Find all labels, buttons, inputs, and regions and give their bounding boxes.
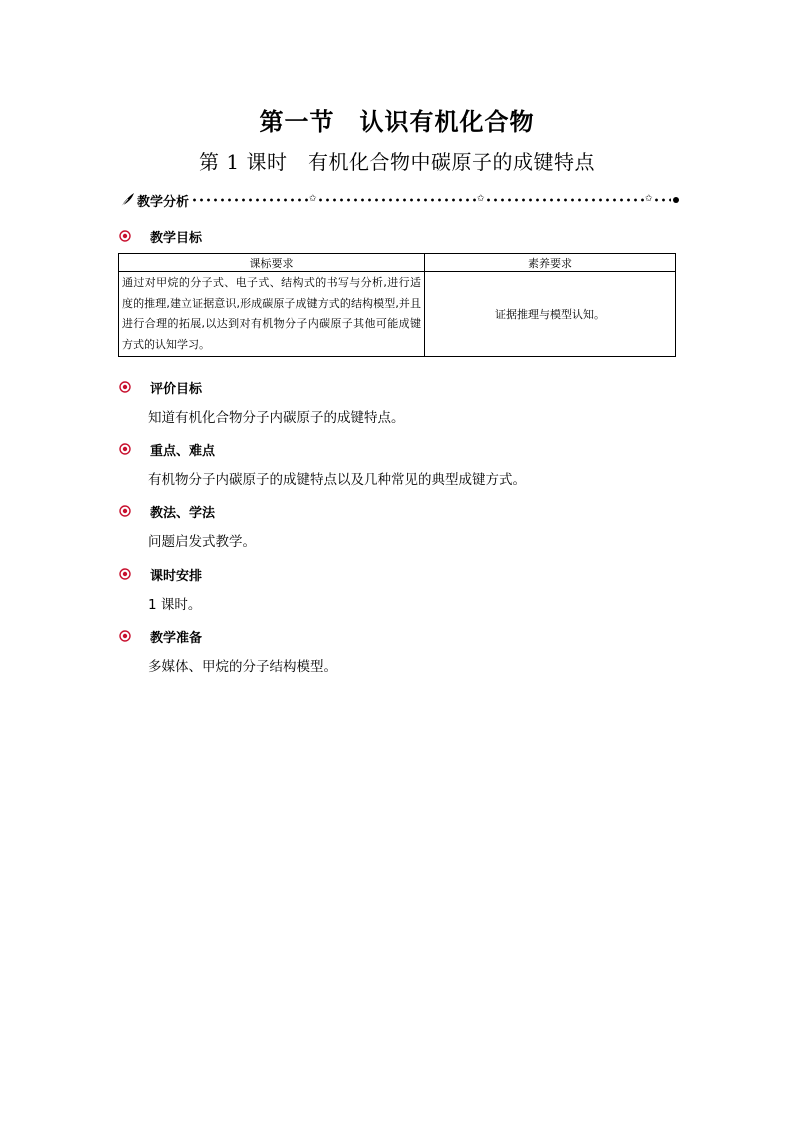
target-bullet-icon: [119, 568, 131, 580]
star-icon: ✩: [309, 191, 317, 207]
target-bullet-icon: [119, 230, 131, 242]
page-title: 第一节 认识有机化合物: [259, 107, 535, 136]
section-body: 多媒体、甲烷的分子结构模型。: [148, 659, 337, 675]
dotted-rule: [191, 196, 671, 204]
end-dot: [673, 197, 679, 203]
section-key-points: [119, 439, 679, 488]
curriculum-requirement-cell: 通过对甲烷的分子式、电子式、结构式的书写与分析,进行适度的推理,建立证据意识,形成碳原子成键方式的结构模型,并且进行合理的拓展,以达到对有机物分子内碳原子其他可能成键方式的认知学习。: [119, 272, 425, 357]
column-header: 课标要求: [119, 254, 425, 272]
column-header: 素养要求: [425, 254, 676, 272]
section-title: 重点、难点: [150, 443, 216, 459]
section-title: 教学目标: [150, 230, 203, 246]
target-bullet-icon: [119, 381, 131, 393]
target-bullet-icon: [119, 505, 131, 517]
teaching-goals-table: [118, 253, 676, 357]
section-title: 教法、学法: [150, 505, 216, 521]
star-icon: ✩: [477, 191, 485, 207]
section-title: 课时安排: [150, 568, 203, 584]
analysis-label: 教学分析: [137, 194, 190, 210]
section-preparation: [119, 626, 679, 675]
literacy-requirement-cell: 证据推理与模型认知。: [425, 272, 676, 357]
star-icon: ✩: [645, 191, 653, 207]
target-bullet-icon: [119, 630, 131, 642]
section-schedule: [119, 564, 679, 613]
section-teaching-goals: [119, 226, 679, 246]
page-subtitle: 第 1 课时 有机化合物中碳原子的成键特点: [199, 150, 595, 174]
target-bullet-icon: [119, 443, 131, 455]
section-title: 教学准备: [150, 630, 203, 646]
analysis-divider: [119, 190, 679, 210]
quill-pen-icon: [119, 192, 135, 208]
section-body: 1 课时。: [148, 597, 202, 613]
section-title: 评价目标: [150, 381, 203, 397]
table-row: [119, 272, 676, 357]
section-teaching-methods: [119, 501, 679, 550]
table-header-row: [119, 254, 676, 272]
section-body: 有机物分子内碳原子的成键特点以及几种常见的典型成键方式。: [148, 472, 526, 488]
section-body: 知道有机化合物分子内碳原子的成键特点。: [148, 410, 405, 426]
section-body: 问题启发式教学。: [148, 534, 256, 550]
section-evaluation-goals: [119, 377, 679, 426]
